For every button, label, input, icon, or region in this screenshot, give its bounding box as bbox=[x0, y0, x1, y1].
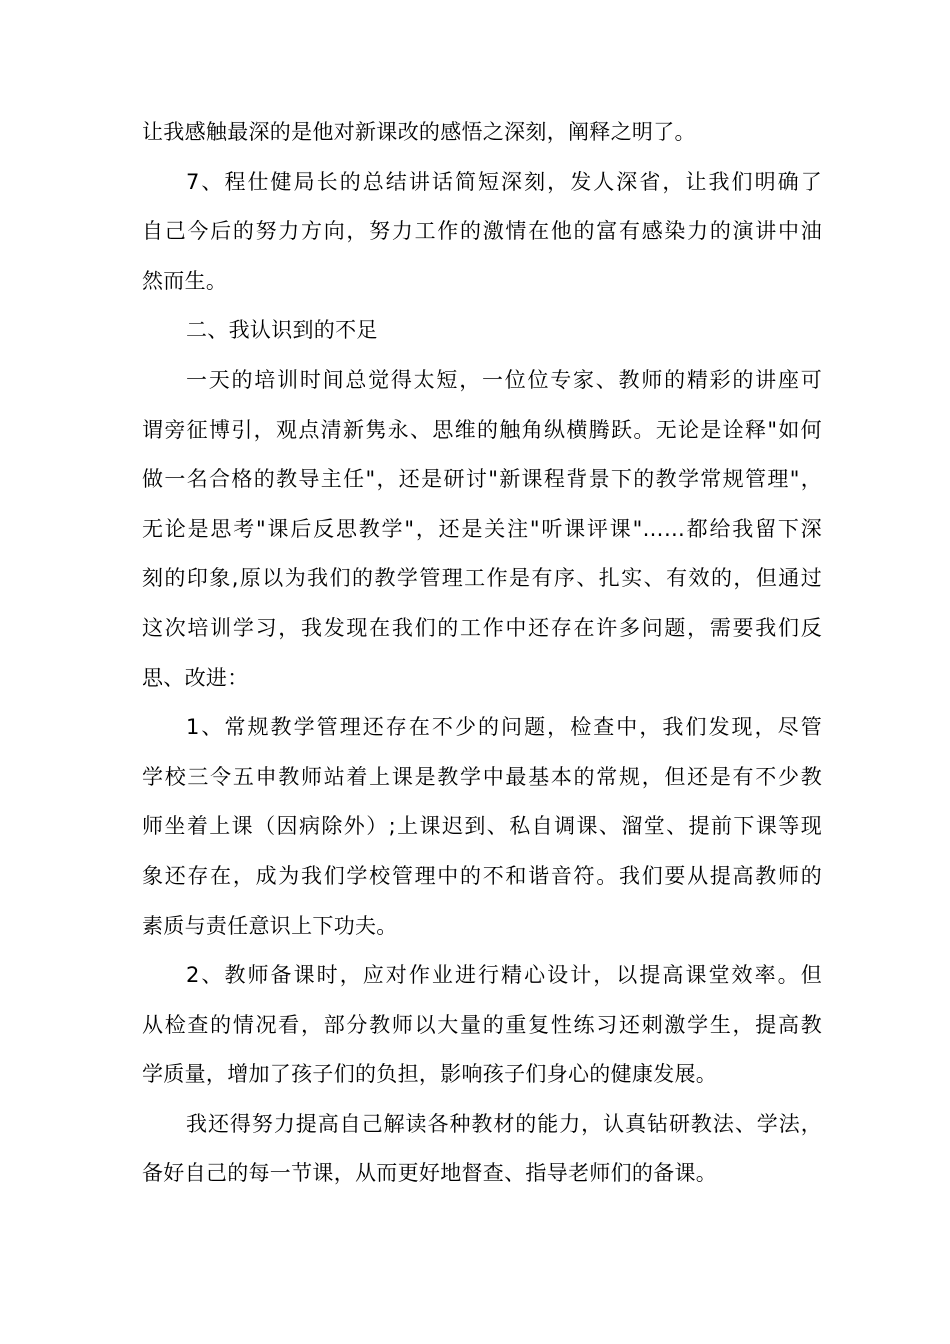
paragraph bbox=[142, 356, 822, 703]
paragraph bbox=[142, 108, 822, 158]
paragraph bbox=[142, 306, 822, 356]
paragraph bbox=[142, 1100, 822, 1199]
paragraph-line: 自己今后的努力方向，努力工作的激情在他的富有感染力的演讲中油 bbox=[142, 219, 822, 244]
paragraph-line: 1、常规教学管理还存在不少的问题，检查中，我们发现，尽管 bbox=[186, 715, 822, 740]
paragraph-line: 师坐着上课（因病除外）;上课迟到、私自调课、溜堂、提前下课等现 bbox=[142, 814, 822, 839]
paragraph-line: 一天的培训时间总觉得太短，一位位专家、教师的精彩的讲座可 bbox=[186, 367, 822, 392]
paragraph-line: 思、改进： bbox=[142, 665, 249, 690]
paragraph-line: 2、教师备课时，应对作业进行精心设计，以提高课堂效率。但 bbox=[186, 963, 822, 988]
paragraph bbox=[142, 951, 822, 1100]
paragraph-line: 素质与责任意识上下功夫。 bbox=[142, 913, 398, 938]
paragraph-line: 学校三令五申教师站着上课是教学中最基本的常规，但还是有不少教 bbox=[142, 764, 822, 789]
paragraph-line: 让我感触最深的是他对新课改的感悟之深刻，阐释之明了。 bbox=[142, 120, 696, 144]
paragraph-line: 象还存在，成为我们学校管理中的不和谐音符。我们要从提高教师的 bbox=[142, 863, 822, 888]
paragraph-line: 我还得努力提高自己解读各种教材的能力，认真钻研教法、学法， bbox=[186, 1111, 822, 1136]
paragraph bbox=[142, 158, 822, 307]
paragraph-line: 刻的印象,原以为我们的教学管理工作是有序、扎实、有效的，但通过 bbox=[142, 566, 822, 591]
paragraph-line: 备好自己的每一节课，从而更好地督查、指导老师们的备课。 bbox=[142, 1161, 718, 1186]
paragraph-line: 学质量，增加了孩子们的负担，影响孩子们身心的健康发展。 bbox=[142, 1062, 718, 1087]
paragraph-line: 从检查的情况看，部分教师以大量的重复性练习还刺激学生，提高教 bbox=[142, 1012, 822, 1037]
paragraph-line: 无论是思考"课后反思教学"，还是关注"听课评课"……都给我留下深 bbox=[142, 516, 822, 541]
document-body bbox=[142, 108, 822, 1199]
paragraph-line: 7、程仕健局长的总结讲话简短深刻，发人深省，让我们明确了 bbox=[186, 169, 822, 194]
paragraph-line: 二、我认识到的不足 bbox=[186, 318, 378, 343]
paragraph bbox=[142, 703, 822, 951]
paragraph-line: 然而生。 bbox=[142, 268, 228, 293]
paragraph-line: 谓旁征博引，观点清新隽永、思维的触角纵横腾跃。无论是诠释"如何 bbox=[142, 417, 822, 442]
paragraph-line: 做一名合格的教导主任"，还是研讨"新课程背景下的教学常规管理"， bbox=[142, 467, 822, 492]
paragraph-line: 这次培训学习，我发现在我们的工作中还存在许多问题，需要我们反 bbox=[142, 615, 822, 640]
